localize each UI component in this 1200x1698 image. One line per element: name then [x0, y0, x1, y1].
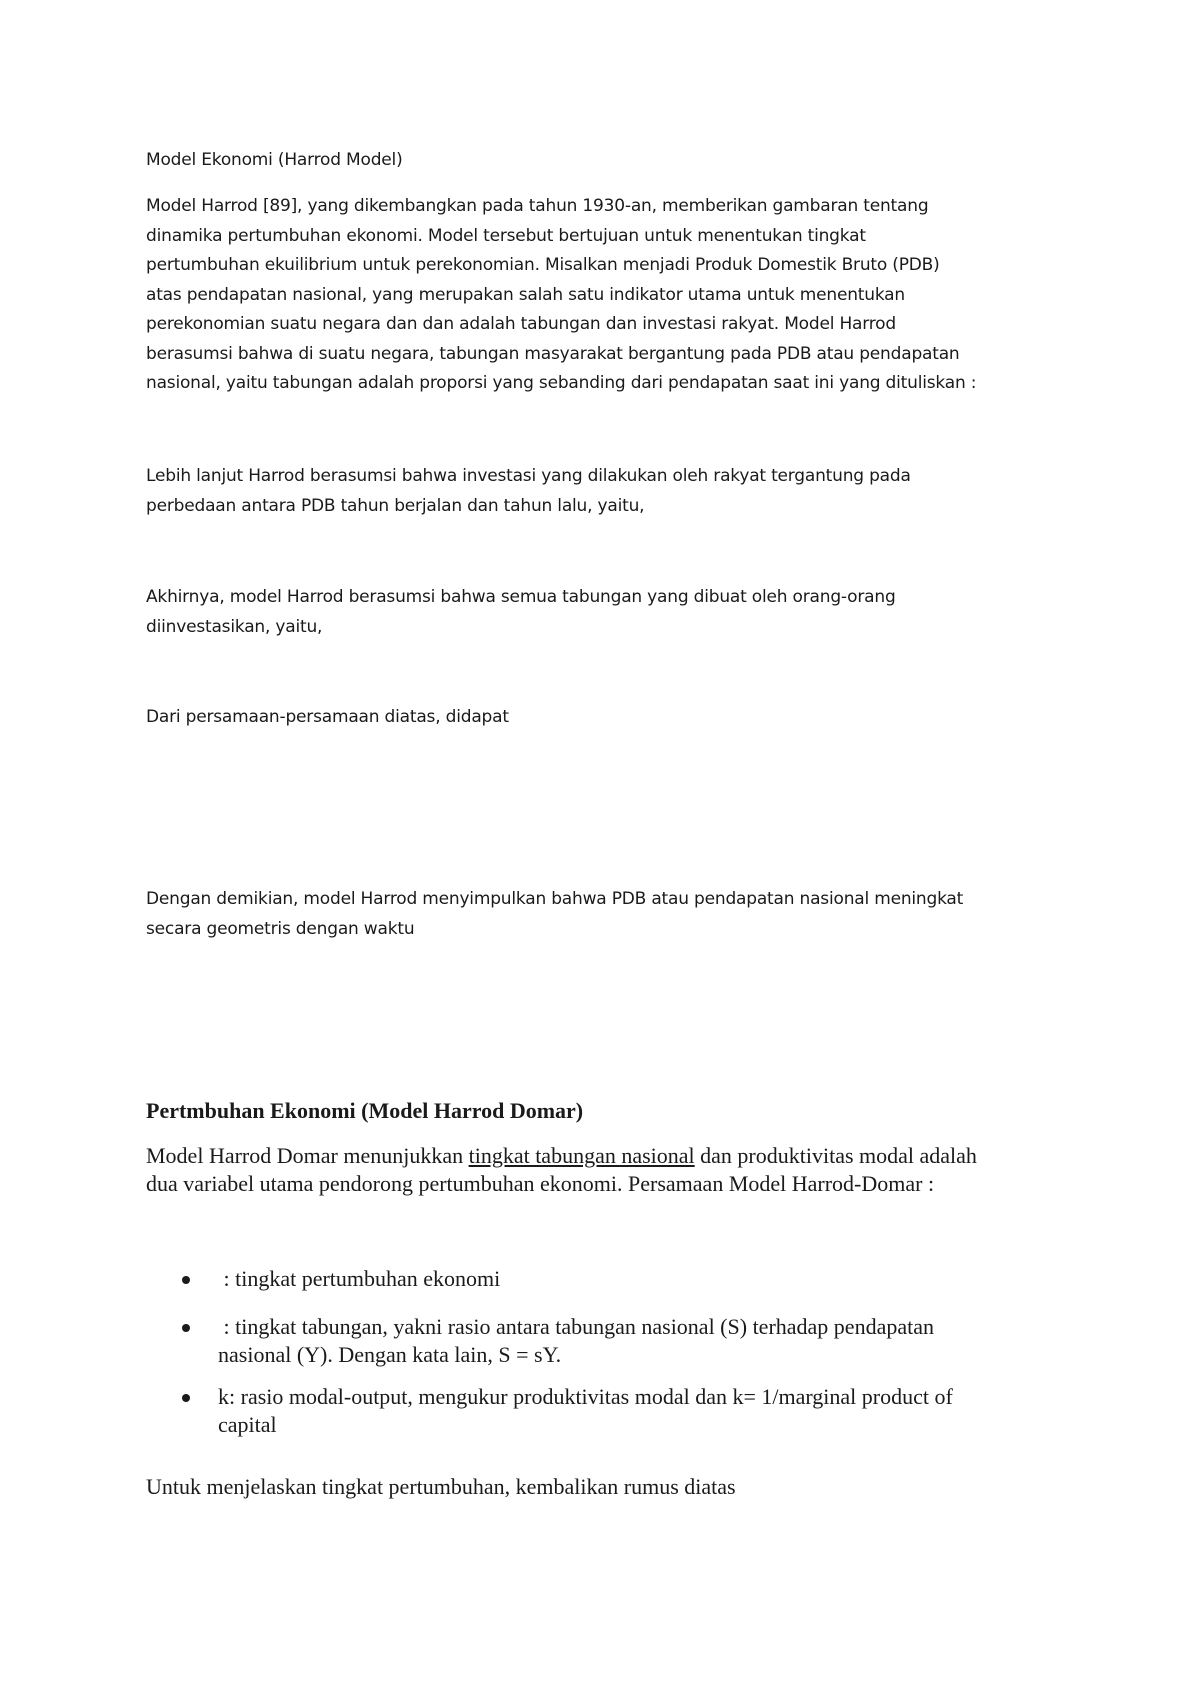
text-line: : tingkat tabungan, yakni rasio antara tabungan nasional (S) terhadap pendapatan: [218, 1314, 934, 1339]
paragraph-derivation: [146, 703, 1076, 733]
list-item: [146, 1313, 1046, 1369]
text-line: nasional, yaitu tabungan adalah proporsi yang sebanding dari pendapatan saat ini yang dituliskan :: [146, 373, 977, 393]
variable-definitions-list: [146, 1265, 1046, 1439]
paragraph-conclusion: [146, 885, 1076, 944]
text-line: Model Harrod [89], yang dikembangkan pada tahun 1930-an, memberikan gambaran tentang: [146, 196, 929, 216]
text-line: perbedaan antara PDB tahun berjalan dan tahun lalu, yaitu,: [146, 495, 645, 516]
text-line: Lebih lanjut Harrod berasumsi bahwa investasi yang dilakukan oleh rakyat tergantung pada: [146, 466, 911, 486]
text-line: k: rasio modal-output, mengukur produktivitas modal dan k= 1/marginal product of: [218, 1384, 953, 1409]
text-line: nasional (Y). Dengan kata lain, S = sY.: [218, 1342, 562, 1367]
underlined-term: tingkat tabungan nasional: [468, 1143, 695, 1168]
paragraph-harrod-intro: [146, 192, 1076, 399]
text-line: secara geometris dengan waktu: [146, 918, 415, 939]
text-line: dinamika pertumbuhan ekonomi. Model tersebut bertujuan untuk menentukan tingkat: [146, 225, 866, 246]
text-line: Dari persamaan-persamaan diatas, didapat: [146, 707, 509, 727]
text-line: Akhirnya, model Harrod berasumsi bahwa semua tabungan yang dibuat oleh orang-orang: [146, 587, 896, 607]
paragraph-investment: [146, 462, 1076, 521]
text-line: perekonomian suatu negara dan dan adalah tabungan dan investasi rakyat. Model Harrod: [146, 314, 896, 334]
text-line: capital: [218, 1412, 277, 1437]
section2-title: [146, 1097, 1076, 1125]
text-line: [146, 1142, 1076, 1170]
paragraph-harrod-domar-intro: [146, 1142, 1076, 1198]
text-line: berasumsi bahwa di suatu negara, tabungan masyarakat bergantung pada PDB atau pendapatan: [146, 343, 960, 364]
intro-text-pre: Model Harrod Domar menunjukkan: [146, 1143, 469, 1168]
text-line: Dengan demikian, model Harrod menyimpulkan bahwa PDB atau pendapatan nasional meningkat: [146, 889, 964, 909]
section2-title-text: Pertmbuhan Ekonomi (Model Harrod Domar): [146, 1098, 584, 1123]
text-line: dua variabel utama pendorong pertumbuhan ekonomi. Persamaan Model Harrod-Domar :: [146, 1171, 935, 1196]
text-line: diinvestasikan, yaitu,: [146, 616, 323, 637]
section1-title: [146, 146, 1076, 176]
text-line: Untuk menjelaskan tingkat pertumbuhan, kembalikan rumus diatas: [146, 1474, 736, 1499]
text-line: : tingkat pertumbuhan ekonomi: [218, 1266, 501, 1291]
paragraph-closing: [146, 1473, 1076, 1501]
section1-title-text: Model Ekonomi (Harrod Model): [146, 150, 403, 170]
list-item: [146, 1265, 1046, 1293]
text-line: pertumbuhan ekuilibrium untuk perekonomian. Misalkan menjadi Produk Domestik Bruto (PDB): [146, 255, 940, 275]
list-item: [146, 1383, 1046, 1439]
text-line: atas pendapatan nasional, yang merupakan salah satu indikator utama untuk menentukan: [146, 284, 905, 305]
bullet-icon: [182, 1276, 190, 1284]
bullet-icon: [182, 1324, 190, 1332]
intro-text-post: dan produktivitas modal adalah: [694, 1143, 977, 1168]
paragraph-savings-invested: [146, 583, 1076, 642]
bullet-icon: [182, 1394, 190, 1402]
